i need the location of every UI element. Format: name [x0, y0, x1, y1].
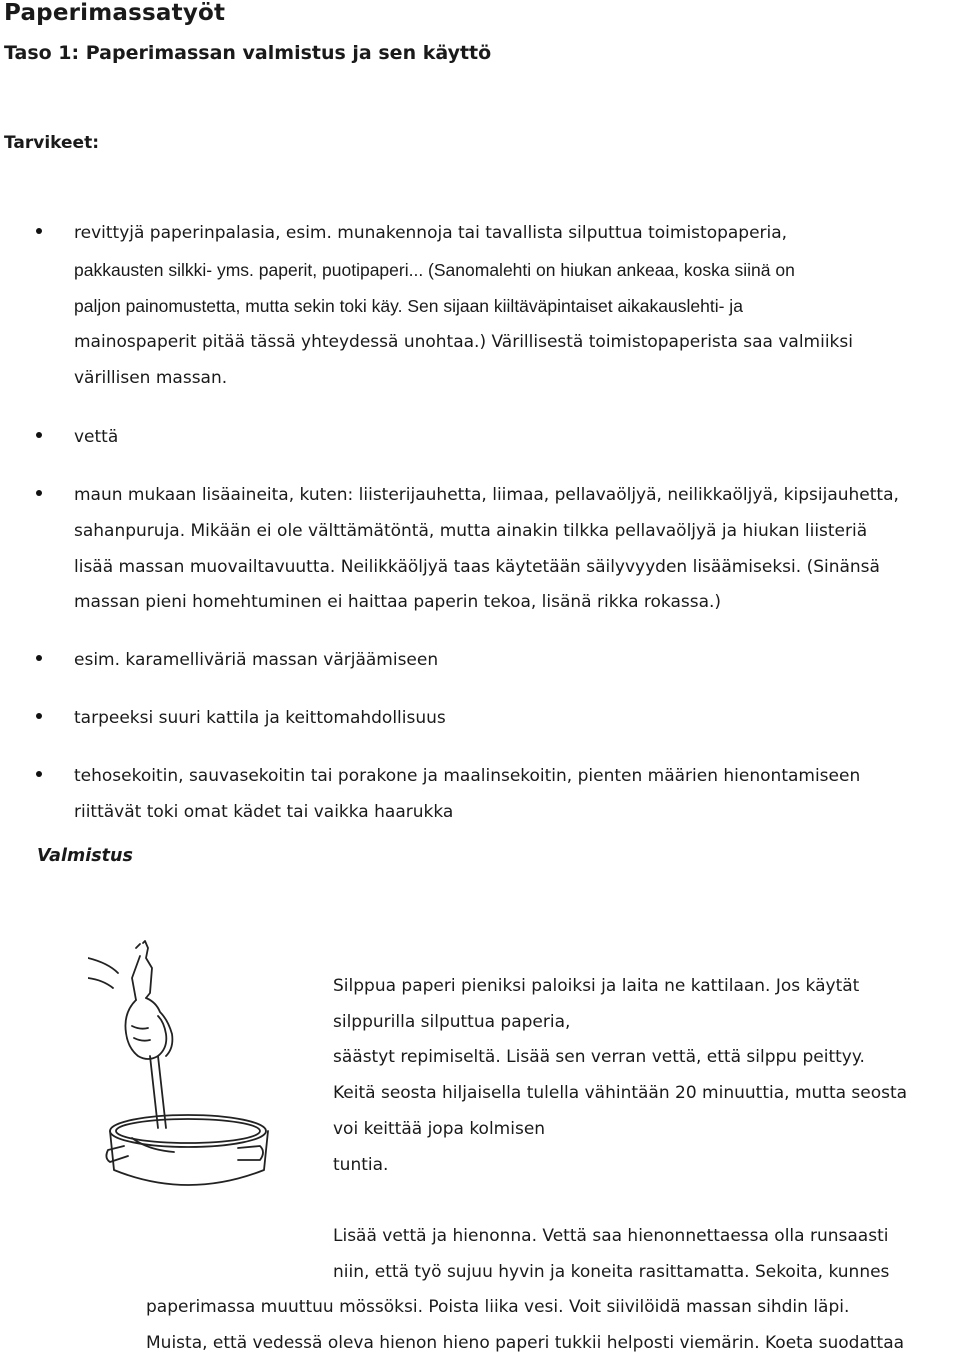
step-text-line: Lisää vettä ja hienonna. Vettä saa hienonnettaessa olla runsaasti: [333, 1226, 889, 1246]
list-item-line: riittävät toki omat kädet tai vaikka haarukka: [74, 802, 454, 822]
step-text-line: silppurilla silputtua paperia,: [333, 1012, 571, 1032]
bullet-icon: [36, 713, 42, 719]
step-text-line: säästyt repimiseltä. Lisää sen verran vettä, että silppu peittyy.: [333, 1047, 865, 1067]
step-text-line: voi keittää jopa kolmisen: [333, 1119, 546, 1139]
bullet-icon: [36, 771, 42, 777]
list-item-line: massan pieni homehtuminen ei haittaa paperin tekoa, lisänä rikka rokassa.): [74, 592, 722, 612]
list-item-line: lisää massan muovailtavuutta. Neilikkäöljyä taas käytetään säilyvyyden lisäämiseksi. (Sinänsä: [74, 557, 880, 577]
step-text-line: paperimassa muuttuu mössöksi. Poista liika vesi. Voit siivilöidä massan sihdin läpi.: [146, 1297, 850, 1317]
list-item-line: tarpeeksi suuri kattila ja keittomahdollisuus: [74, 708, 446, 728]
list-item-line: paljon painomustetta, mutta sekin toki käy. Sen sijaan kiiltäväpintaiset aikakauslehti- ja: [74, 296, 743, 316]
list-item-line: mainospaperit pitää tässä yhteydessä unohtaa.) Värillisestä toimistopaperista saa valmiiksi: [74, 332, 853, 352]
list-item-line: maun mukaan lisäaineita, kuten: liisterijauhetta, liimaa, pellavaöljyä, neilikkaöljyä, kipsijauhetta,: [74, 485, 899, 505]
step-text-line: niin, että työ sujuu hyvin ja koneita rasittamatta. Sekoita, kunnes: [333, 1262, 890, 1282]
bullet-icon: [36, 228, 42, 234]
bullet-icon: [36, 655, 42, 661]
step-text-line: Keitä seosta hiljaisella tulella vähintään 20 minuuttia, mutta seosta: [333, 1083, 908, 1103]
document-subtitle: Taso 1: Paperimassan valmistus ja sen käyttö: [4, 42, 492, 64]
bullet-icon: [36, 490, 42, 496]
supplies-heading: Tarvikeet:: [4, 133, 100, 153]
step-text-line: Muista, että vedessä oleva hienon hieno paperi tukkii helposti viemärin. Koeta suodattaa: [146, 1333, 905, 1353]
step-text-line: tuntia.: [333, 1155, 389, 1175]
bullet-icon: [36, 432, 42, 438]
list-item-line: pakkausten silkki- yms. paperit, puotipaperi... (Sanomalehti on hiukan ankeaa, koska siinä on: [74, 260, 795, 280]
list-item-line: tehosekoitin, sauvasekoitin tai porakone ja maalinsekoitin, pienten määrien hienontamiseen: [74, 766, 861, 786]
list-item-line: värillisen massan.: [74, 368, 228, 388]
list-item-line: vettä: [74, 427, 119, 447]
preparation-heading: Valmistus: [37, 846, 133, 866]
hand-stirring-pot-illustration: [88, 938, 288, 1188]
document-title: Paperimassatyöt: [4, 0, 226, 26]
step-text-line: Silppua paperi pieniksi paloiksi ja laita ne kattilaan. Jos käytät: [333, 976, 860, 996]
list-item-line: esim. karamelliväriä massan värjäämiseen: [74, 650, 439, 670]
list-item-line: sahanpuruja. Mikään ei ole välttämätöntä, mutta ainakin tilkka pellavaöljyä ja hiukan liisteriä: [74, 521, 868, 541]
list-item-line: revittyjä paperinpalasia, esim. munakennoja tai tavallista silputtua toimistopaperia,: [74, 223, 788, 243]
